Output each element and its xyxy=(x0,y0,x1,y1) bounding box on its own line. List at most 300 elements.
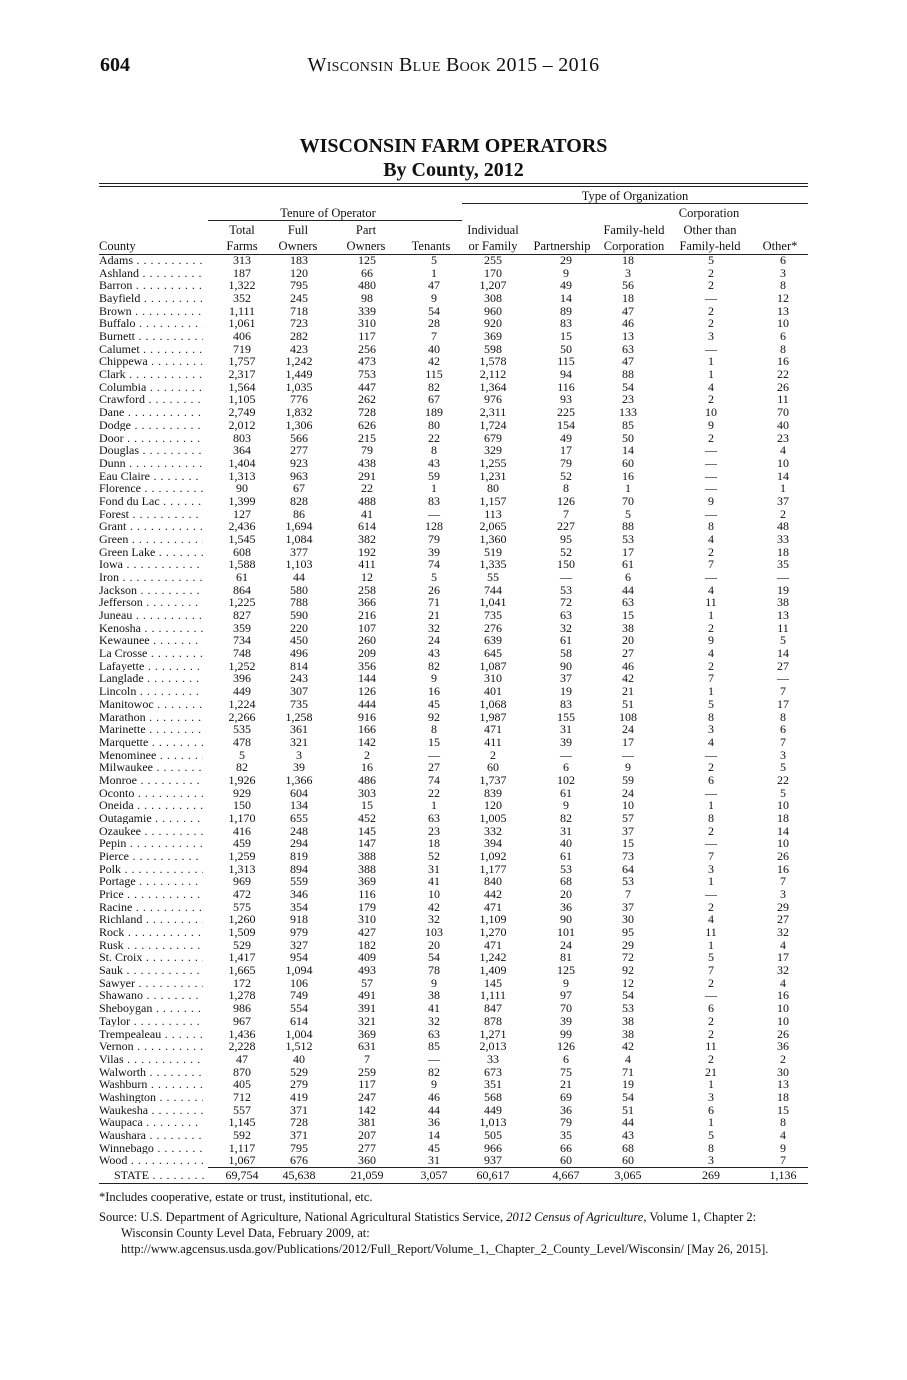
cell-tenants: 54 xyxy=(428,303,440,318)
cell-part-owners: 116 xyxy=(358,887,376,902)
cell-other: 4 xyxy=(780,1127,786,1142)
cell-tenants: 10 xyxy=(428,887,440,902)
cell-partnership: 69 xyxy=(560,1089,572,1104)
cell-family-held-corp: 23 xyxy=(622,392,634,407)
cell-tenants: 1 xyxy=(431,481,437,496)
cell-partnership: 126 xyxy=(557,1039,575,1054)
cell-partnership: 61 xyxy=(560,633,572,648)
cell-full-owners: 220 xyxy=(290,620,308,635)
cell-total-farms: 1,225 xyxy=(228,595,256,610)
cell-tenants: 16 xyxy=(428,684,440,699)
cell-part-owners: 409 xyxy=(358,950,376,965)
cell-part-owners: 262 xyxy=(358,392,376,407)
cell-part-owners: 57 xyxy=(361,975,373,990)
cell-tenants: 15 xyxy=(428,734,440,749)
cell-total-farms: 608 xyxy=(233,544,251,559)
cell-partnership: 82 xyxy=(560,810,572,825)
county-name: Walworth . . . xyxy=(99,1067,203,1078)
cell-individual-family: 394 xyxy=(484,836,502,851)
cell-part-owners: 107 xyxy=(358,620,376,635)
cell-family-held-corp: 85 xyxy=(622,417,634,432)
cell-individual-family: 1,987 xyxy=(479,709,507,724)
county-name: Polk . . . xyxy=(99,864,203,875)
cell-individual-family: 505 xyxy=(484,1127,502,1142)
cell-other-corp: 5 xyxy=(708,253,714,267)
county-name: Wood . . . xyxy=(99,1155,203,1166)
table-row xyxy=(99,889,808,900)
cell-total-farms: 1,564 xyxy=(228,379,256,394)
county-name: Marquette . . . xyxy=(99,737,203,748)
cell-full-owners: 134 xyxy=(290,798,308,813)
cell-total-farms: 1,170 xyxy=(228,810,256,825)
cell-other-corp: 5 xyxy=(708,950,714,965)
cell-other: 23 xyxy=(777,430,789,445)
cell-partnership: 79 xyxy=(560,455,572,470)
cell-partnership: — xyxy=(560,570,572,584)
cell-total-farms: 1,067 xyxy=(228,1153,256,1168)
table-row xyxy=(99,914,808,925)
cell-tenants: 5 xyxy=(431,253,437,267)
cell-other: — xyxy=(777,570,789,584)
county-name: Columbia . . . xyxy=(99,382,203,393)
cell-part-owners: 339 xyxy=(358,303,376,318)
table-row xyxy=(99,1089,808,1104)
cell-other-corp: — xyxy=(705,887,717,902)
cell-family-held-corp: 38 xyxy=(622,620,634,635)
table-top-rule-2 xyxy=(99,186,808,187)
cell-partnership: 102 xyxy=(557,772,575,787)
cell-tenants: 45 xyxy=(428,1140,440,1155)
table-row xyxy=(99,762,808,773)
cell-full-owners: 1,094 xyxy=(285,963,313,978)
table-row xyxy=(99,1140,808,1155)
cell-full-owners: 243 xyxy=(290,671,308,686)
cell-tenants: 27 xyxy=(428,760,440,775)
cell-tenants: 46 xyxy=(428,1089,440,1104)
cell-partnership: 39 xyxy=(560,734,572,749)
cell-other-corp: 8 xyxy=(708,519,714,534)
cell-other: 27 xyxy=(777,658,789,673)
cell-part-owners: 260 xyxy=(358,633,376,648)
cell-full-owners: 1,832 xyxy=(285,405,313,420)
cell-family-held-corp: 54 xyxy=(622,988,634,1003)
cell-other-corp: 10 xyxy=(705,405,717,420)
table-row xyxy=(99,1013,808,1028)
cell-other-corp: 21 xyxy=(705,1064,717,1079)
cell-individual-family: 411 xyxy=(484,734,502,749)
cell-other-corp: 1 xyxy=(708,937,714,952)
county-name: Brown . . . xyxy=(99,306,203,317)
table-top-rule xyxy=(99,183,808,184)
cell-other-corp: 2 xyxy=(708,392,714,407)
cell-full-owners: 918 xyxy=(290,912,308,927)
cell-tenants: 82 xyxy=(428,658,440,673)
cell-total-farms: 592 xyxy=(233,1127,251,1142)
cell-individual-family: 442 xyxy=(484,887,502,902)
table-row xyxy=(99,572,808,583)
cell-full-owners: 676 xyxy=(290,1153,308,1168)
table-row xyxy=(99,785,808,800)
cell-individual-family: 276 xyxy=(484,620,502,635)
cell-part-owners: 277 xyxy=(358,1140,376,1155)
cell-partnership: 37 xyxy=(560,671,572,686)
cell-family-held-corp: 3 xyxy=(625,265,631,280)
cell-total-farms: 47 xyxy=(236,1051,248,1066)
county-name: Racine . . . xyxy=(99,902,203,913)
cell-other-corp: 8 xyxy=(708,810,714,825)
cell-individual-family: 1,013 xyxy=(479,1115,507,1130)
cell-tenants: 32 xyxy=(428,620,440,635)
cell-total-farms: 1,757 xyxy=(228,354,256,369)
county-name: Grant . . . xyxy=(99,521,203,532)
cell-other: 2 xyxy=(780,506,786,521)
table-row xyxy=(99,747,808,762)
cell-part-owners: 142 xyxy=(358,1102,376,1117)
cell-full-owners: 307 xyxy=(290,684,308,699)
cell-total-farms: 734 xyxy=(233,633,251,648)
state-other: 1,136 xyxy=(769,1168,797,1182)
cell-other-corp: 3 xyxy=(708,722,714,737)
cell-total-farms: 352 xyxy=(233,291,251,306)
cell-other: 32 xyxy=(777,963,789,978)
cell-full-owners: 106 xyxy=(290,975,308,990)
cell-other: 6 xyxy=(780,329,786,344)
cell-full-owners: 327 xyxy=(290,937,308,952)
table-row xyxy=(99,696,808,711)
cell-part-owners: 321 xyxy=(358,1013,376,1028)
cell-family-held-corp: 17 xyxy=(622,544,634,559)
cell-family-held-corp: 14 xyxy=(622,443,634,458)
table-row xyxy=(99,1127,808,1142)
table-row xyxy=(99,975,808,990)
cell-other-corp: 2 xyxy=(708,265,714,280)
cell-total-farms: 1,399 xyxy=(228,493,256,508)
cell-part-owners: 79 xyxy=(361,443,373,458)
cell-part-owners: 427 xyxy=(358,925,376,940)
cell-part-owners: 388 xyxy=(358,848,376,863)
cell-individual-family: 1,255 xyxy=(479,455,507,470)
cell-other-corp: 9 xyxy=(708,417,714,432)
cell-part-owners: 215 xyxy=(358,430,376,445)
cell-partnership: 83 xyxy=(560,316,572,331)
county-name: Door . . . xyxy=(99,433,203,444)
cell-individual-family: 1,242 xyxy=(479,950,507,965)
cell-part-owners: 147 xyxy=(358,836,376,851)
table-row xyxy=(99,648,808,659)
cell-other: 10 xyxy=(777,1001,789,1016)
cell-family-held-corp: — xyxy=(622,747,634,762)
cell-part-owners: 66 xyxy=(361,265,373,280)
cell-total-farms: 1,252 xyxy=(228,658,256,673)
cell-part-owners: 259 xyxy=(358,1064,376,1079)
cell-total-farms: 967 xyxy=(233,1013,251,1028)
cell-other-corp: 8 xyxy=(708,709,714,724)
cell-other-corp: — xyxy=(705,291,717,306)
cell-family-held-corp: 42 xyxy=(622,1039,634,1054)
cell-individual-family: 2,013 xyxy=(479,1039,507,1054)
state-total-row xyxy=(99,1168,808,1182)
cell-full-owners: 735 xyxy=(290,696,308,711)
state-total-farms: 69,754 xyxy=(225,1168,259,1182)
cell-individual-family: 1,271 xyxy=(479,1026,507,1041)
cell-family-held-corp: 88 xyxy=(622,367,634,382)
col-full-line2: Owners xyxy=(278,239,318,253)
col-part-line2: Owners xyxy=(346,239,386,253)
cell-other-corp: — xyxy=(705,988,717,1003)
county-name: Chippewa . . . xyxy=(99,356,203,367)
cell-full-owners: 371 xyxy=(290,1102,308,1117)
cell-family-held-corp: 10 xyxy=(622,798,634,813)
cell-full-owners: 279 xyxy=(290,1077,308,1092)
table-row xyxy=(99,1102,808,1117)
cell-individual-family: 1,109 xyxy=(479,912,507,927)
cell-other: 22 xyxy=(777,367,789,382)
cell-other: 19 xyxy=(777,582,789,597)
cell-partnership: 83 xyxy=(560,696,572,711)
cell-other-corp: — xyxy=(705,506,717,521)
cell-partnership: 154 xyxy=(557,417,575,432)
cell-full-owners: 183 xyxy=(290,253,308,267)
cell-individual-family: 369 xyxy=(484,329,502,344)
cell-tenants: 14 xyxy=(428,1127,440,1142)
cell-other: 18 xyxy=(777,1089,789,1104)
page-number: 604 xyxy=(100,54,130,76)
table-row xyxy=(99,1003,808,1014)
cell-tenants: 9 xyxy=(431,671,437,686)
cell-other-corp: 2 xyxy=(708,899,714,914)
cell-other: 12 xyxy=(777,291,789,306)
cell-full-owners: 963 xyxy=(290,468,308,483)
cell-full-owners: 580 xyxy=(290,582,308,597)
cell-family-held-corp: 47 xyxy=(622,354,634,369)
cell-full-owners: 795 xyxy=(290,278,308,293)
cell-partnership: 32 xyxy=(560,620,572,635)
cell-tenants: 5 xyxy=(431,570,437,584)
cell-individual-family: 471 xyxy=(484,899,502,914)
cell-family-held-corp: 60 xyxy=(622,455,634,470)
cell-full-owners: 728 xyxy=(290,1115,308,1130)
cell-family-held-corp: 71 xyxy=(622,1064,634,1079)
table-row xyxy=(99,417,808,432)
cell-partnership: 35 xyxy=(560,1127,572,1142)
state-label: STATE . . . xyxy=(114,1168,204,1182)
cell-full-owners: 361 xyxy=(290,722,308,737)
cell-total-farms: 969 xyxy=(233,874,251,889)
table-row xyxy=(99,1041,808,1052)
cell-total-farms: 864 xyxy=(233,582,251,597)
tenure-of-operator-header: Tenure of Operator xyxy=(280,206,376,220)
cell-other: 4 xyxy=(780,443,786,458)
cell-full-owners: 1,242 xyxy=(285,354,313,369)
cell-tenants: 80 xyxy=(428,417,440,432)
county-name: Eau Claire . . . xyxy=(99,471,203,482)
cell-other: 6 xyxy=(780,253,786,267)
cell-family-held-corp: 53 xyxy=(622,1001,634,1016)
cell-other: 10 xyxy=(777,316,789,331)
col-individual-line2: or Family xyxy=(468,239,518,253)
cell-total-farms: 870 xyxy=(233,1064,251,1079)
cell-full-owners: 1,449 xyxy=(285,367,313,382)
cell-tenants: 28 xyxy=(428,316,440,331)
cell-other-corp: 2 xyxy=(708,544,714,559)
cell-part-owners: 16 xyxy=(361,760,373,775)
cell-other-corp: — xyxy=(705,836,717,851)
cell-full-owners: 923 xyxy=(290,455,308,470)
state-part-owners: 21,059 xyxy=(350,1168,384,1182)
cell-other: 5 xyxy=(780,760,786,775)
cell-part-owners: 142 xyxy=(358,734,376,749)
cell-family-held-corp: 63 xyxy=(622,341,634,356)
cell-part-owners: 382 xyxy=(358,531,376,546)
county-name: Ashland . . . xyxy=(99,268,203,279)
cell-family-held-corp: 7 xyxy=(625,887,631,902)
cell-other: 3 xyxy=(780,265,786,280)
county-name: Marinette . . . xyxy=(99,724,203,735)
cell-individual-family: 1,724 xyxy=(479,417,507,432)
cell-total-farms: 405 xyxy=(233,1077,251,1092)
cell-other-corp: 1 xyxy=(708,354,714,369)
cell-individual-family: 1,111 xyxy=(479,988,507,1003)
table-row xyxy=(99,861,808,876)
county-name: Iron . . . xyxy=(99,572,203,583)
cell-other-corp: 6 xyxy=(708,772,714,787)
cell-full-owners: 294 xyxy=(290,836,308,851)
cell-other: 11 xyxy=(777,620,789,635)
cell-total-farms: 1,105 xyxy=(228,392,256,407)
cell-other: 16 xyxy=(777,988,789,1003)
cell-tenants: 22 xyxy=(428,430,440,445)
cell-total-farms: 2,012 xyxy=(228,417,256,432)
cell-part-owners: 438 xyxy=(358,455,376,470)
table-row xyxy=(99,521,808,532)
cell-tenants: — xyxy=(428,506,440,521)
cell-partnership: 53 xyxy=(560,861,572,876)
county-name: Lafayette . . . xyxy=(99,661,203,672)
cell-individual-family: 639 xyxy=(484,633,502,648)
county-name: Portage . . . xyxy=(99,876,203,887)
county-name: Crawford . . . xyxy=(99,394,203,405)
cell-family-held-corp: 20 xyxy=(622,633,634,648)
cell-partnership: 6 xyxy=(563,760,569,775)
cell-full-owners: 321 xyxy=(290,734,308,749)
cell-family-held-corp: 57 xyxy=(622,810,634,825)
cell-other: 9 xyxy=(780,1140,786,1155)
table-row xyxy=(99,379,808,394)
cell-partnership: 31 xyxy=(560,722,572,737)
cell-tenants: 18 xyxy=(428,836,440,851)
county-name: Bayfield . . . xyxy=(99,293,203,304)
cell-tenants: 8 xyxy=(431,443,437,458)
cell-individual-family: 120 xyxy=(484,798,502,813)
cell-full-owners: 979 xyxy=(290,925,308,940)
cell-part-owners: 916 xyxy=(358,709,376,724)
cell-other: 27 xyxy=(777,912,789,927)
cell-individual-family: 1,177 xyxy=(479,861,507,876)
table-row xyxy=(99,394,808,405)
cell-individual-family: 598 xyxy=(484,341,502,356)
cell-tenants: 78 xyxy=(428,963,440,978)
cell-total-farms: 535 xyxy=(233,722,251,737)
cell-total-farms: 803 xyxy=(233,430,251,445)
cell-other-corp: 2 xyxy=(708,430,714,445)
cell-partnership: 14 xyxy=(560,291,572,306)
cell-individual-family: 113 xyxy=(484,506,502,521)
cell-other-corp: 9 xyxy=(708,633,714,648)
table-row xyxy=(99,800,808,811)
cell-partnership: — xyxy=(560,747,572,762)
cell-other: 10 xyxy=(777,455,789,470)
cell-total-farms: 1,322 xyxy=(228,278,256,293)
table-row xyxy=(99,810,808,825)
cell-part-owners: 2 xyxy=(364,747,370,762)
cell-other: 37 xyxy=(777,493,789,508)
cell-tenants: 74 xyxy=(428,557,440,572)
cell-family-held-corp: 92 xyxy=(622,963,634,978)
cell-individual-family: 937 xyxy=(484,1153,502,1168)
table-row xyxy=(99,1064,808,1079)
cell-total-farms: 1,509 xyxy=(228,925,256,940)
cell-tenants: 63 xyxy=(428,810,440,825)
table-row xyxy=(99,506,808,521)
cell-partnership: 125 xyxy=(557,963,575,978)
cell-partnership: 9 xyxy=(563,975,569,990)
cell-total-farms: 712 xyxy=(233,1089,251,1104)
table-row xyxy=(99,927,808,938)
county-name: Adams . . . xyxy=(99,255,203,266)
cell-individual-family: 1,737 xyxy=(479,772,507,787)
cell-tenants: 128 xyxy=(425,519,443,534)
cell-part-owners: 447 xyxy=(358,379,376,394)
county-name: Oneida . . . xyxy=(99,800,203,811)
cell-family-held-corp: 54 xyxy=(622,1089,634,1104)
cell-family-held-corp: 56 xyxy=(622,278,634,293)
table-row xyxy=(99,531,808,546)
cell-family-held-corp: 37 xyxy=(622,899,634,914)
cell-partnership: 97 xyxy=(560,988,572,1003)
cell-individual-family: 1,087 xyxy=(479,658,507,673)
cell-individual-family: 519 xyxy=(484,544,502,559)
cell-full-owners: 1,103 xyxy=(285,557,313,572)
cell-partnership: 52 xyxy=(560,468,572,483)
cell-part-owners: 98 xyxy=(361,291,373,306)
col-partnership: Partnership xyxy=(533,239,591,253)
table-row xyxy=(99,1117,808,1128)
cell-total-farms: 364 xyxy=(233,443,251,458)
cell-partnership: 68 xyxy=(560,874,572,889)
cell-tenants: 45 xyxy=(428,696,440,711)
cell-other-corp: 2 xyxy=(708,1026,714,1041)
table-row xyxy=(99,544,808,559)
table-row xyxy=(99,331,808,342)
cell-part-owners: 22 xyxy=(361,481,373,496)
cell-total-farms: 1,259 xyxy=(228,848,256,863)
county-name: Green Lake . . . xyxy=(99,547,203,558)
cell-other: 7 xyxy=(780,874,786,889)
cell-total-farms: 575 xyxy=(233,899,251,914)
col-family-held-line1: Family-held xyxy=(603,223,665,237)
cell-individual-family: 2,311 xyxy=(479,405,507,420)
cell-part-owners: 360 xyxy=(358,1153,376,1168)
cell-other: 16 xyxy=(777,861,789,876)
cell-partnership: 29 xyxy=(560,253,572,267)
cell-other: 7 xyxy=(780,734,786,749)
cell-full-owners: 248 xyxy=(290,823,308,838)
cell-full-owners: 40 xyxy=(293,1051,305,1066)
cell-family-held-corp: 5 xyxy=(625,506,631,521)
cell-partnership: 94 xyxy=(560,367,572,382)
tenure-of-operator-rule xyxy=(208,220,462,221)
cell-full-owners: 1,004 xyxy=(285,1026,313,1041)
